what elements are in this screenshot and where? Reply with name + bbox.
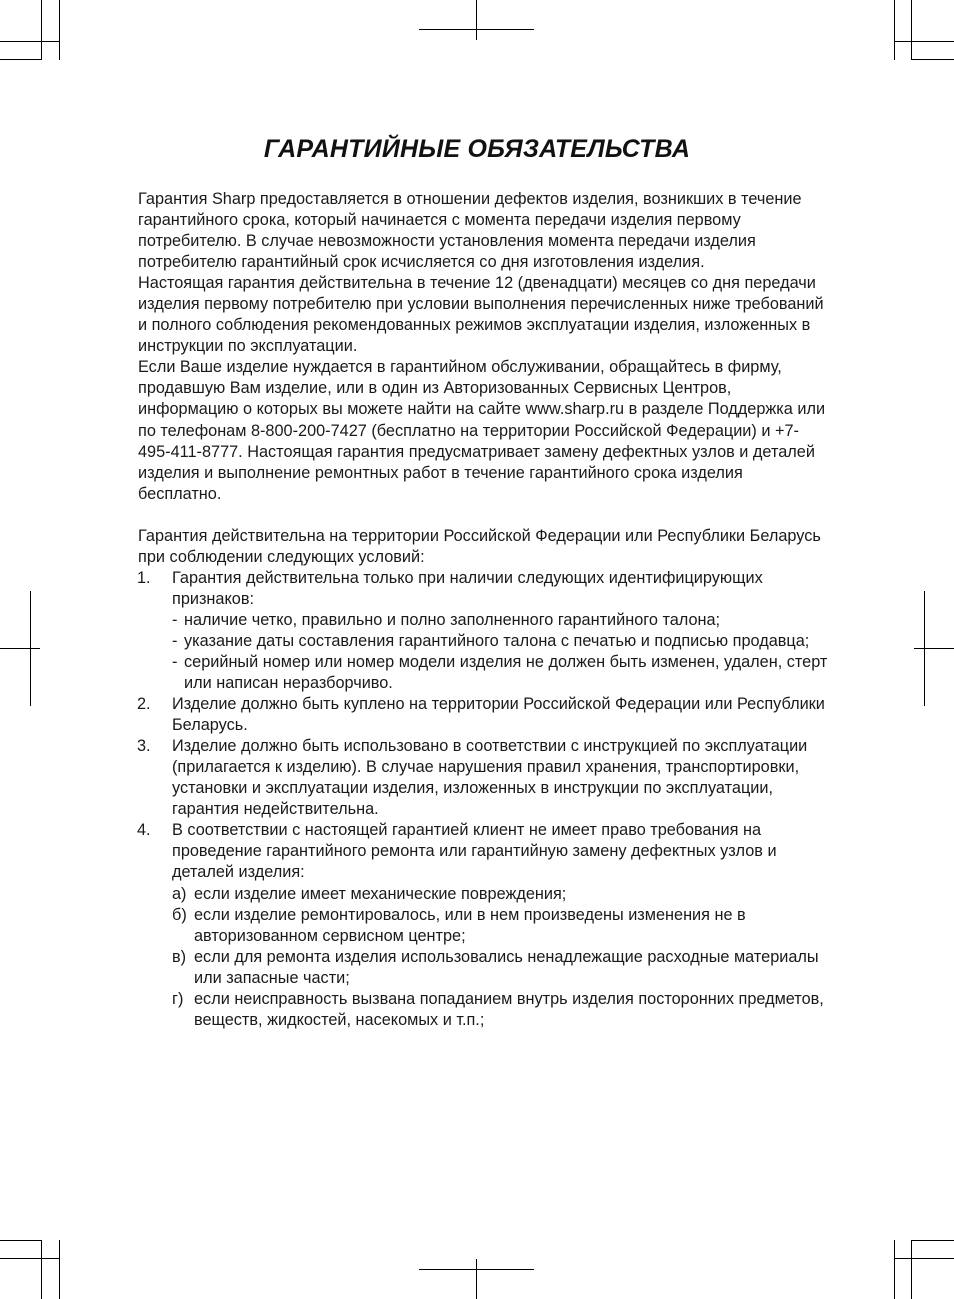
intro-paragraph: Гарантия Sharp предоставляется в отношении дефектов изделия, возникших в течение гарантийного срока, который начинается с момента передачи изделия первому потребителю. В случае невозможности установления момента передачи изделия потребителю гарантийный срок исчисляется со дня изготовления изделия. — [138, 190, 802, 272]
sub-item — [172, 610, 828, 631]
warranty-body — [138, 189, 828, 1031]
item-text: Изделие должно быть использовано в соответствии с инструкцией по эксплуатации (прилагается к изделию). В случае нарушения правил хранения, транспортировки, установки и эксплуатации изделия, изложенных в инструкции по эксплуатации, гарантия недействительна. — [172, 737, 808, 819]
condition-item — [138, 694, 828, 736]
dash-marker: - — [172, 610, 178, 629]
conditions-intro: Гарантия действительна на территории Российской Федерации или Республики Беларусь при соблюдении следующих условий: — [138, 526, 821, 566]
sub-item-text: наличие четко, правильно и полно заполненного гарантийного талона; — [184, 610, 721, 629]
sub-item — [172, 631, 828, 652]
sub-item-text: если изделие ремонтировалось, или в нем произведены изменения не в авторизованном сервисном центре; — [194, 905, 746, 945]
sub-item-text: если для ремонта изделия использовались ненадлежащие расходные материалы или запасные части; — [194, 947, 819, 987]
item-number: 2. — [137, 695, 151, 714]
dash-marker: - — [172, 631, 178, 650]
sub-item — [172, 884, 828, 905]
sub-item — [172, 989, 828, 1031]
item-number: 1. — [137, 568, 151, 587]
item-text: Гарантия действительна только при наличии следующих идентифицирующих признаков: — [172, 568, 763, 608]
condition-item — [138, 736, 828, 820]
dash-marker: - — [172, 652, 178, 671]
page-title: ГАРАНТИЙНЫЕ ОБЯЗАТЕЛЬСТВА — [263, 135, 691, 163]
sub-item — [172, 905, 828, 947]
intro-paragraph: Если Ваше изделие нуждается в гарантийном обслуживании, обращайтесь в фирму, продавшую Вам изделие, или в один из Авторизованных Сервисных Центров, информацию о которых вы можете найти на сайте www.sharp.ru в разделе Поддержка или по телефонам 8-800-200-7427 (бесплатно на территории Российской Федерации) и +7-495-411-8777. Настоящая гарантия предусматривает замену дефектных узлов и деталей изделия и выполнение ремонтных работ в течение гарантийного срока изделия бесплатно. — [138, 358, 826, 503]
sub-item — [172, 652, 828, 694]
item-number: 3. — [137, 737, 151, 756]
item-number: 4. — [137, 821, 151, 840]
item-text: Изделие должно быть куплено на территории Российской Федерации или Республики Беларусь. — [172, 695, 825, 735]
letter-marker: г) — [172, 989, 184, 1008]
sub-item-text: если изделие имеет механические повреждения; — [194, 884, 567, 903]
condition-item — [138, 568, 828, 694]
intro-paragraph: Настоящая гарантия действительна в течение 12 (двенадцати) месяцев со дня передачи изделия первому потребителю при условии выполнения перечисленных ниже требований и полного соблюдения рекомендованных режимов эксплуатации изделия, изложенных в инструкции по эксплуатации. — [138, 274, 824, 356]
condition-item — [138, 820, 828, 1030]
spacer — [138, 505, 828, 526]
item-text: В соответствии с настоящей гарантией клиент не имеет право требования на проведение гарантийного ремонта или гарантийную замену дефектных узлов и деталей изделия: — [172, 821, 777, 882]
sub-item-text: указание даты составления гарантийного талона с печатью и подписью продавца; — [184, 631, 810, 650]
letter-marker: б) — [172, 905, 187, 924]
letter-marker: в) — [172, 947, 187, 966]
sub-item-text: серийный номер или номер модели изделия не должен быть изменен, удален, стерт или написан неразборчиво. — [184, 652, 828, 693]
sub-item — [172, 947, 828, 989]
letter-marker: а) — [172, 884, 187, 903]
sub-item-text: если неисправность вызвана попаданием внутрь изделия посторонних предметов, веществ, жидкостей, насекомых и т.п.; — [194, 989, 824, 1029]
